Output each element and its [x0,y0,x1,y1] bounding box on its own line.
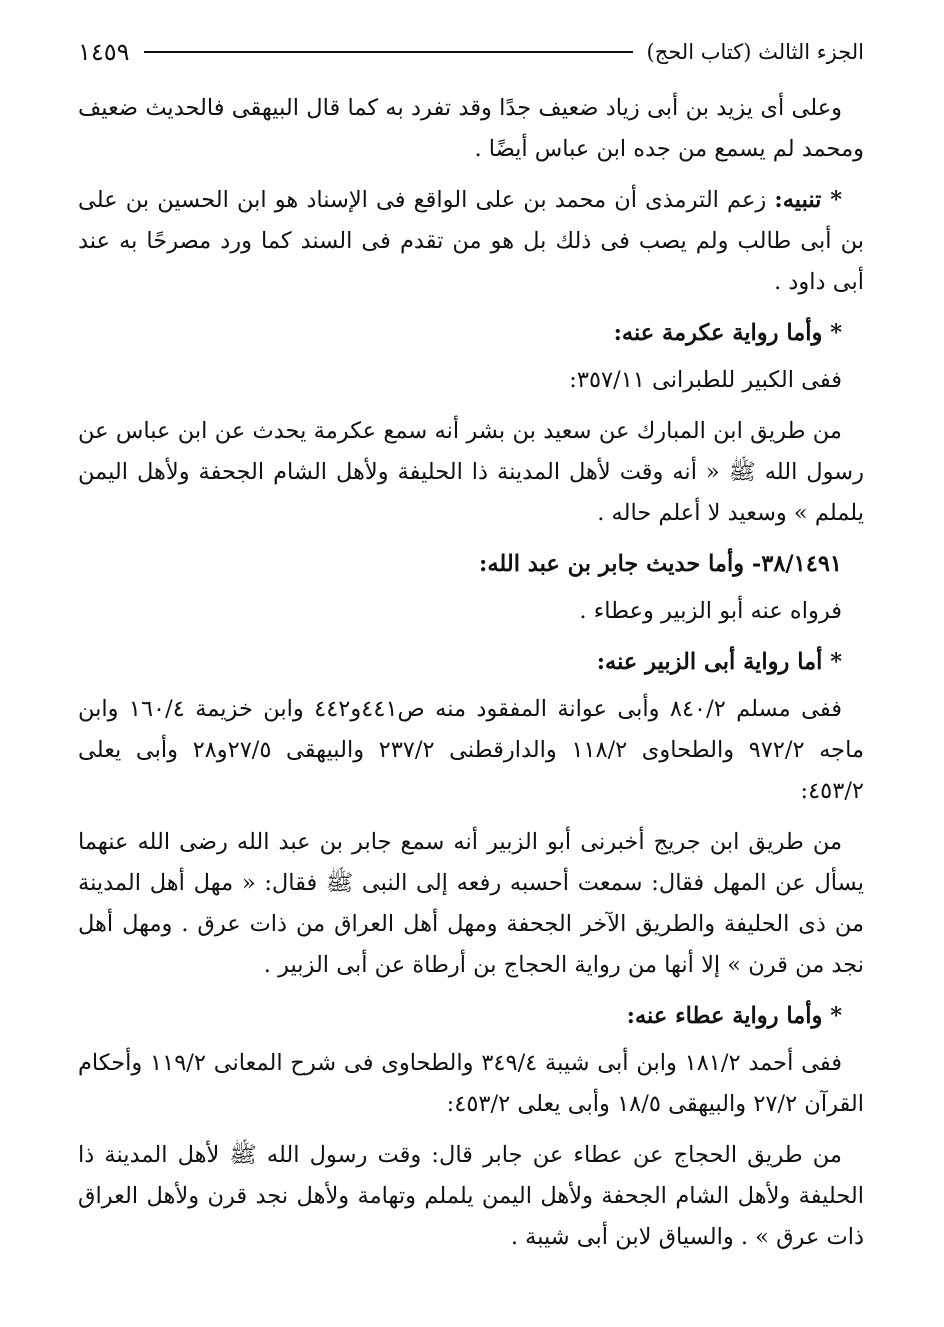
page-number: ١٤٥٩ [78,38,130,66]
note-text: زعم الترمذى أن محمد بن على الواقع فى الإسناد هو ابن الحسين بن على بن أبى طالب ولم يصب فى ذلك بل هو من تقدم فى السند كما ورد مصرحًا به عند أبى داود . [78,187,864,295]
page-header [78,30,864,74]
paragraph: ففى الكبير للطبرانى ٣٥٧/١١: [569,367,842,393]
paragraph: من طريق الحجاج عن عطاء عن جابر قال: وقت رسول الله ﷺ لأهل المدينة ذا الحليفة ولأهل الشام الجحفة ولأهل اليمن يلملم وتهامة ولأهل نجد قرن ولأهل العراق ذات عرق » . والسياق لابن أبى شيبة . [78,1142,864,1250]
paragraph: ففى أحمد ١٨١/٢ وابن أبى شيبة ٣٤٩/٤ والطحاوى فى شرح المعانى ١١٩/٢ وأحكام القرآن ٢٧/٢ والبيهقى ١٨/٥ وأبى يعلى ٤٥٣/٢: [78,1050,864,1117]
section-heading: * وأما رواية عطاء عنه: [626,1003,842,1029]
paragraph: من طريق ابن المبارك عن سعيد بن بشر أنه سمع عكرمة يحدث عن ابن عباس عن رسول الله ﷺ « أنه وقت لأهل المدينة ذا الحليفة ولأهل الشام الجحفة ولأهل اليمن يلملم » وسعيد لا أعلم حاله . [78,418,864,526]
section-heading: * وأما رواية عكرمة عنه: [613,320,842,346]
paragraph: من طريق ابن جريج أخبرنى أبو الزبير أنه سمع جابر بن عبد الله رضى الله عنهما يسأل عن المهل فقال: سمعت أحسبه رفعه إلى النبى ﷺ فقال: « مهل أهل المدينة من ذى الحليفة والطريق الآخر الجحفة ومهل أهل العراق من ذات عرق . ومهل أهل نجد من قرن » إلا أنها من رواية الحجاج بن أرطاة عن أبى الزبير . [78,829,864,978]
paragraph: ففى مسلم ٨٤٠/٢ وأبى عوانة المفقود منه ص٤٤١و٤٤٢ وابن خزيمة ١٦٠/٤ وابن ماجه ٩٧٢/٢ والطحاوى ١١٨/٢ والدارقطنى ٢٣٧/٢ والبيهقى ٢٧/٥و٢٨ وأبى يعلى ٤٥٣/٢: [78,696,864,804]
paragraph: فرواه عنه أبو الزبير وعطاء . [579,598,842,624]
note-paragraph [78,180,864,303]
running-title: الجزء الثالث (كتاب الحج) [646,40,864,64]
note-lead: * تنبيه: [774,187,842,213]
section-heading: * أما رواية أبى الزبير عنه: [596,649,842,675]
page-body [78,88,864,1258]
section-heading: ٣٨/١٤٩١- وأما حديث جابر بن عبد الله: [479,551,842,577]
paragraph: وعلى أى يزيد بن أبى زياد ضعيف جدًا وقد تفرد به كما قال البيهقى فالحديث ضعيف ومحمد لم يسمع من جده ابن عباس أيضًا . [78,95,864,162]
book-page [78,30,864,1268]
header-rule [144,51,633,53]
